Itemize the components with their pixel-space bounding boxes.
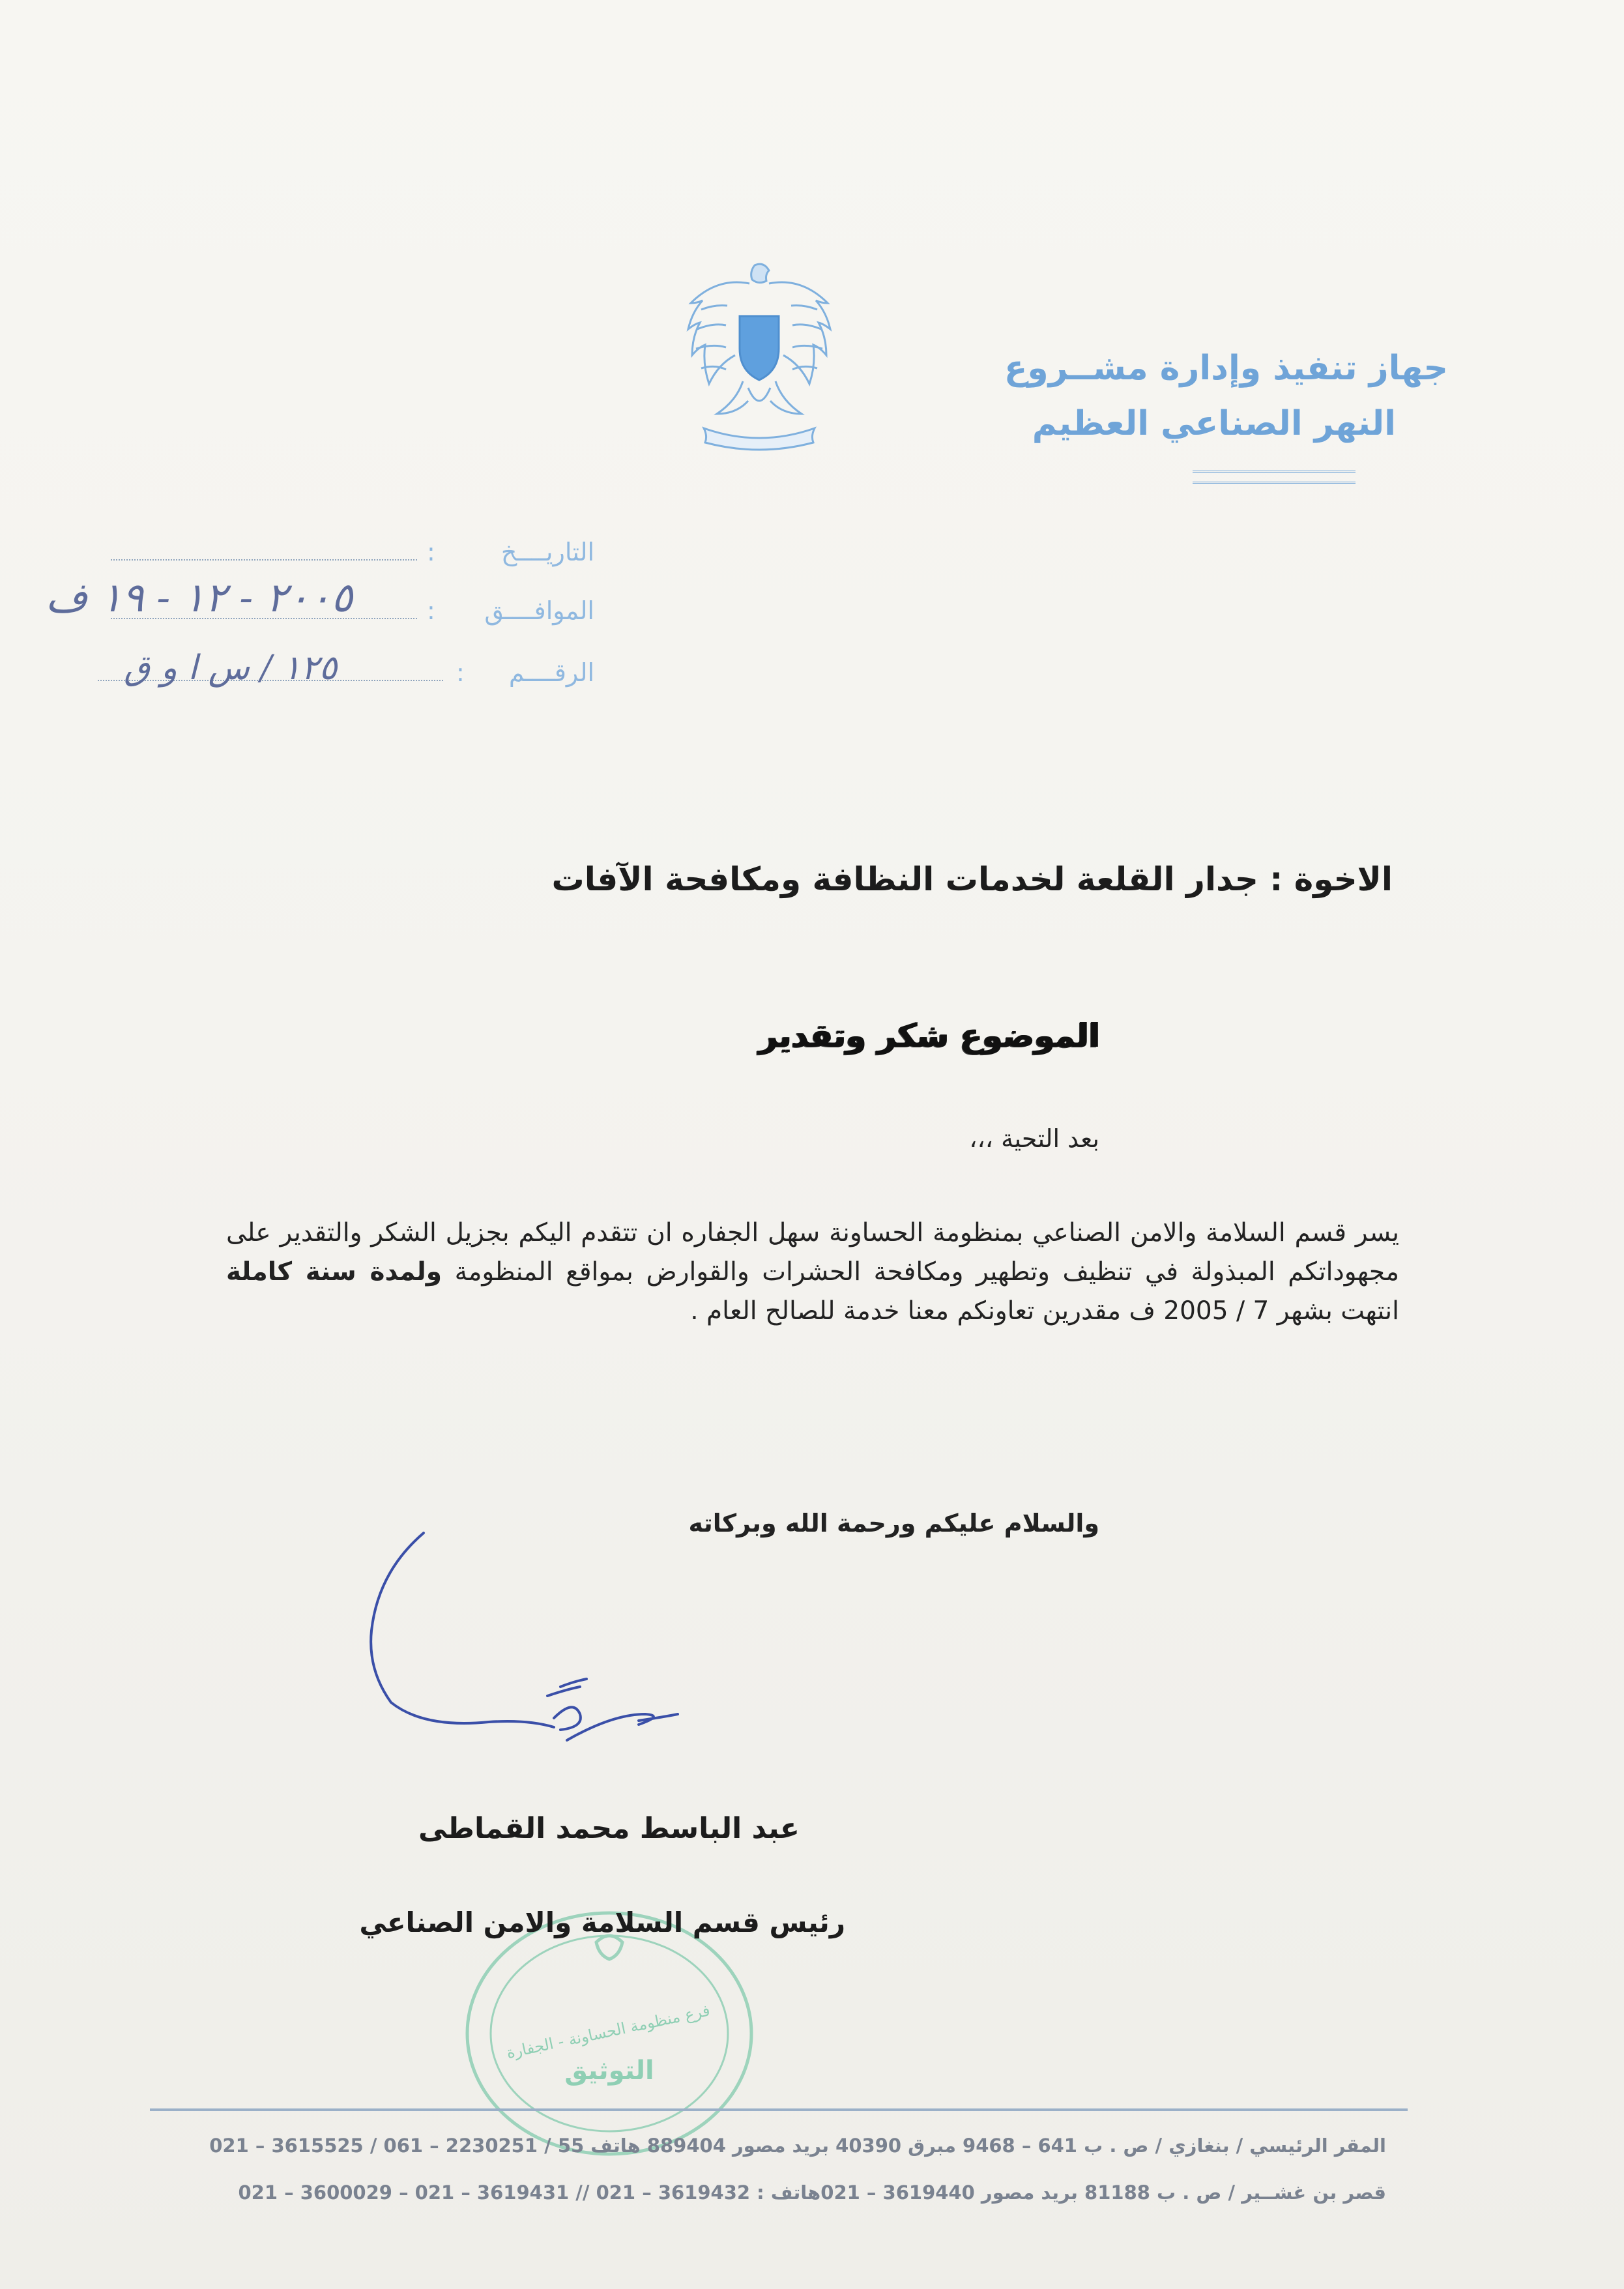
date-line: [111, 559, 417, 561]
stamp-ring-text: فرع منظومة الحساونة - الجفارة: [504, 2001, 712, 2062]
date-label: التاريــــخ: [500, 538, 594, 566]
stamp-center-text: التوثيق: [564, 2056, 654, 2086]
greeting: بعد التحية ،،،: [969, 1124, 1099, 1153]
header-divider: [1193, 471, 1356, 484]
signatory-name: عبد الباسط محمد القماطى: [418, 1812, 800, 1845]
corresponding-label: الموافــــق: [484, 596, 594, 625]
date-colon: :: [427, 538, 435, 566]
footer-branch-office: قصر بن غشــير / ص . ب 81188 بريد مصور 3619440 – 021هاتف : 3619432 – 021 // 3619431 – 021 – 3600029 – 021: [238, 2181, 1386, 2204]
signature: [352, 1525, 743, 1786]
org-name-line-1: جهاز تنفيذ وإدارة مشــروع: [1004, 349, 1448, 388]
body-text-part-1: يسر قسم السلامة والامن الصناعي بمنظومة الحساونة سهل الجفاره ان تتقدم اليكم بجزيل الشكر والتقدير على مجهوداتكم المبذولة في تنظيف وتطهير ومكافحة الحشرات والقوارض بمواقع المنظومة: [226, 1218, 1399, 1287]
body-text-part-2: انتهت بشهر 7 / 2005 ف مقدرين تعاونكم معنا خدمة للصالح العام .: [690, 1296, 1399, 1326]
signatory-title: رئيس قسم السلامة والامن الصناعي: [359, 1906, 845, 1938]
corresponding-colon: :: [427, 596, 435, 625]
body-paragraph: [226, 1214, 1399, 1331]
number-label: الرقــــم: [508, 658, 594, 687]
footer-head-office: المقر الرئيسي / بنغازي / ص . ب 641 – 9468 مبرق 40390 بريد مصور 889404 هاتف 55 / 2230251 – 061 / 3615525 – 021: [209, 2135, 1386, 2157]
org-name-line-2: النهر الصناعي العظيم: [1032, 404, 1396, 443]
subject-line: الموضوع شكر وتقدير: [758, 1017, 1099, 1055]
closing-salutation: والسلام عليكم ورحمة الله وبركاته: [688, 1509, 1099, 1538]
handwritten-date: ٢٠٠٥ - ١٢ - ١٩ ف: [46, 574, 353, 621]
official-stamp: [456, 1903, 762, 2164]
handwritten-number: ١٢٥ / س ا و ق: [124, 649, 338, 688]
eagle-emblem-icon: [678, 257, 841, 453]
number-colon: :: [456, 658, 465, 687]
footer-rule: [150, 2108, 1408, 2111]
body-text-bold: ولمدة سنة كاملة: [226, 1257, 442, 1287]
addressee: الاخوة : جدار القلعة لخدمات النظافة ومكافحة الآفات: [551, 860, 1393, 898]
